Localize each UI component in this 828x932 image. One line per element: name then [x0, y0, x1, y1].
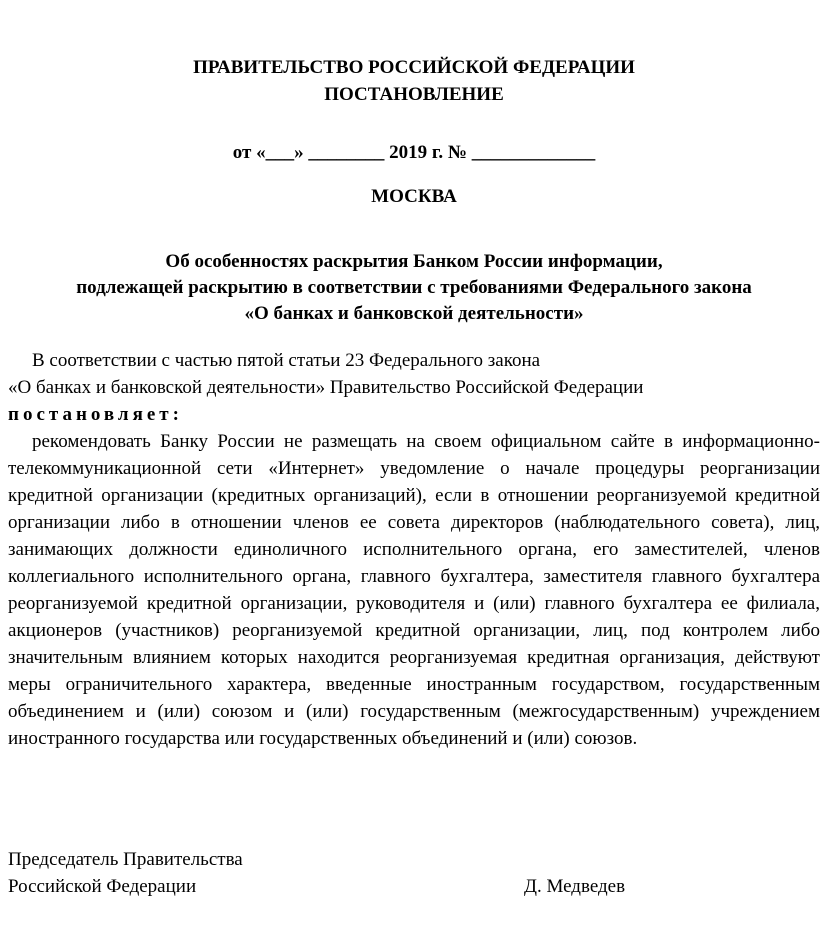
document-title-line-1: Об особенностях раскрытия Банком России информации,: [165, 251, 663, 272]
signatory-name: Д. Медведев: [524, 876, 626, 897]
government-heading: ПРАВИТЕЛЬСТВО РОССИЙСКОЙ ФЕДЕРАЦИИ: [193, 57, 635, 78]
signatory-position-line-1: Председатель Правительства: [8, 849, 243, 870]
document-type-heading: ПОСТАНОВЛЕНИЕ: [324, 84, 504, 105]
main-paragraph: рекомендовать Банку России не размещать на своем официальном сайте в информационно-телекоммуникационной сети «Интернет» уведомление о начале процедуры реорганизации кредитной организации (кредитных организаций), если в отношении реорганизуемой кредитной организации либо в отношении членов ее совета директоров (наблюдательного совета), лиц, занимающих должности единоличного исполнительного органа, его заместителей, членов коллегиального исполнительного органа, главного бухгалтера, заместителя главного бухгалтера реорганизуемой кредитной организации, руководителя и (или) главного бухгалтера ее филиала, акционеров (участников) реорганизуемой кредитной организации, лиц, под контролем либо значительным влиянием которых находится реорганизуемая кредитная организация, действуют меры ограничительного характера, введенные иностранным государством, государственным объединением и (или) союзом и (или) государственным (межгосударственным) учреждением иностранного государства или государственных объединений и (или) союзов.: [8, 431, 820, 749]
document-title-line-3: «О банках и банковской деятельности»: [244, 303, 584, 324]
resolves-word: постановляет:: [8, 404, 183, 425]
preamble-line-1: В соответствии с частью пятой статьи 23 Федерального закона: [32, 350, 541, 371]
city-heading: МОСКВА: [371, 186, 457, 207]
date-number-line: от «___» ________ 2019 г. № _____________: [232, 142, 596, 163]
document-title-line-2: подлежащей раскрытию в соответствии с требованиями Федерального закона: [76, 277, 752, 298]
signatory-position-line-2: Российской Федерации: [8, 876, 197, 897]
preamble-line-2: «О банках и банковской деятельности» Правительство Российской Федерации: [8, 377, 644, 398]
